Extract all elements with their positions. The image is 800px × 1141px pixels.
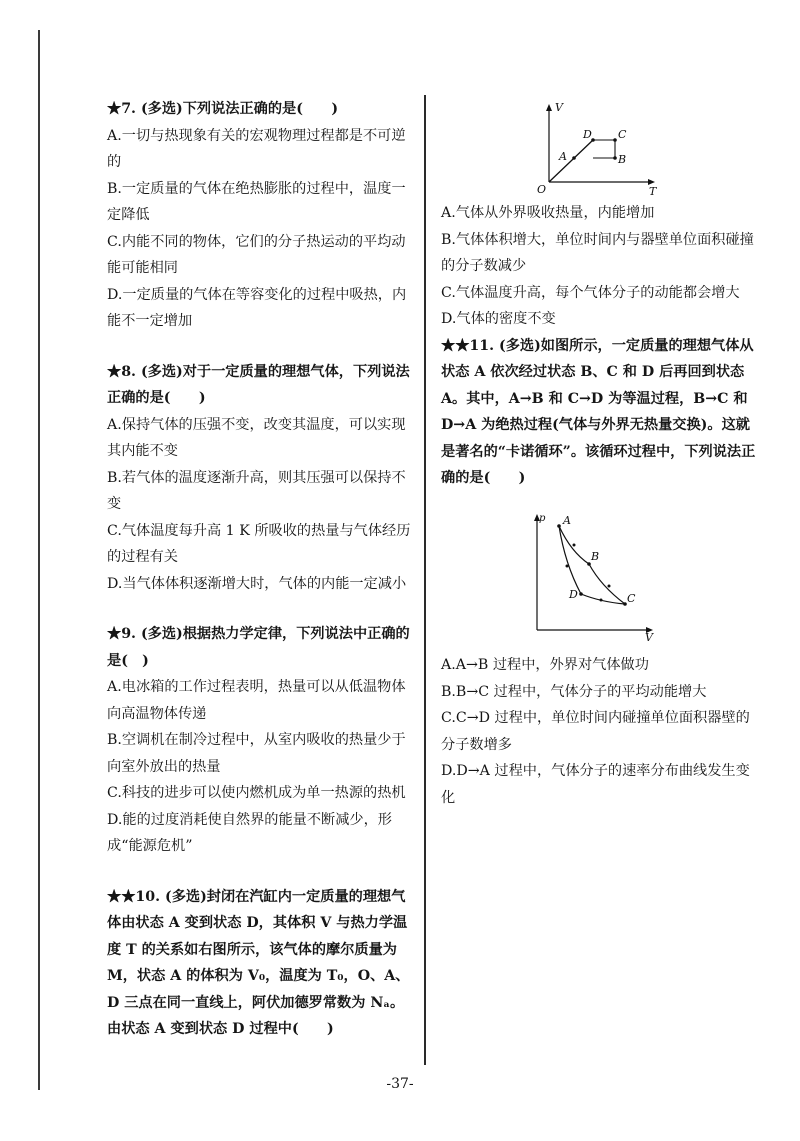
vt-axis-x-label: T bbox=[649, 185, 657, 195]
question-7-option-c: C.内能不同的物体，它们的分子热运动的平均动能可能相同 bbox=[107, 233, 406, 276]
pv-point-a-label: A bbox=[563, 514, 571, 527]
question-7-option-b: B.一定质量的气体在绝热膨胀的过程中，温度一定降低 bbox=[107, 180, 406, 223]
right-column bbox=[441, 200, 761, 492]
question-10 bbox=[107, 884, 413, 1043]
pv-point-d-label: D bbox=[569, 588, 578, 601]
question-9 bbox=[107, 621, 413, 860]
question-9-option-c: C.科技的进步可以使内燃机成为单一热源的热机 bbox=[107, 785, 406, 801]
question-11-stem: ★★11. (多选)如图所示，一定质量的理想气体从状态 A 依次经过状态 B、C 和 D 后再回到状态 A。其中，A→B 和 C→D 为等温过程，B→C 和 D→A 为绝热过程(气体与外界无热量交换)。这就是著名的“卡诺循环”。该循环过程中，下列说法正确的是( ) bbox=[441, 337, 756, 486]
question-7-option-a: A.一切与热现象有关的宏观物理过程都是不可逆的 bbox=[107, 127, 406, 170]
question-9-option-b: B.空调机在制冷过程中，从室内吸收的热量少于向室外放出的热量 bbox=[107, 732, 406, 775]
pv-point-b-label: B bbox=[591, 550, 600, 563]
question-8-option-b: B.若气体的温度逐渐升高，则其压强可以保持不变 bbox=[107, 469, 406, 512]
question-10-stem: ★★10. (多选)封闭在汽缸内一定质量的理想气体由状态 A 变到状态 D，其体积 V 与热力学温度 T 的关系如右图所示，该气体的摩尔质量为 M，状态 A 的体积为 V₀，温度为 T₀，O、A、D 三点在同一直线上，阿伏加德罗常数为 Nₐ。由状态 A 变到状态 D 过程中( ) bbox=[107, 888, 410, 1037]
question-7-option-d: D.一定质量的气体在等容变化的过程中吸热，内能不一定增加 bbox=[107, 286, 407, 329]
vt-point-b-label: B bbox=[618, 153, 627, 166]
question-8-option-a: A.保持气体的压强不变，改变其温度，可以实现其内能不变 bbox=[107, 416, 406, 459]
question-8-option-c: C.气体温度每升高 1 K 所吸收的热量与气体经历的过程有关 bbox=[107, 522, 411, 565]
question-10-options bbox=[441, 200, 761, 333]
pv-carnot-cycle-figure bbox=[525, 508, 665, 643]
left-column bbox=[107, 96, 413, 1043]
question-10-option-b: B.气体体积增大，单位时间内与器壁单位面积碰撞的分子数减少 bbox=[441, 231, 754, 274]
question-8-stem: ★8. (多选)对于一定质量的理想气体，下列说法正确的是( ) bbox=[107, 363, 410, 406]
pv-point-c-label: C bbox=[627, 592, 636, 605]
page-number: -37- bbox=[386, 1076, 414, 1092]
question-9-option-a: A.电冰箱的工作过程表明，热量可以从低温物体向高温物体传递 bbox=[107, 679, 406, 722]
column-divider bbox=[424, 95, 426, 1065]
question-11-option-d: D.D→A 过程中，气体分子的速率分布曲线发生变化 bbox=[441, 763, 750, 806]
question-10-option-d: D.气体的密度不变 bbox=[441, 311, 556, 327]
question-8 bbox=[107, 359, 413, 598]
question-11-option-a: A.A→B 过程中，外界对气体做功 bbox=[441, 657, 649, 673]
question-11-options bbox=[441, 652, 761, 811]
question-11 bbox=[441, 333, 761, 492]
vt-point-a-label: A bbox=[559, 150, 567, 163]
vt-axis-y-label: V bbox=[555, 101, 563, 114]
question-10-option-a: A.气体从外界吸收热量，内能增加 bbox=[441, 205, 655, 221]
question-10-option-c: C.气体温度升高，每个气体分子的动能都会增大 bbox=[441, 284, 740, 301]
vt-point-c-label: C bbox=[618, 128, 627, 141]
question-11-option-b: B.B→C 过程中，气体分子的平均动能增大 bbox=[441, 683, 707, 700]
vt-graph-figure bbox=[525, 100, 665, 195]
vt-point-d-label: D bbox=[583, 128, 592, 141]
pv-axis-y-label: p bbox=[539, 513, 546, 524]
question-9-stem: ★9. (多选)根据热力学定律，下列说法中正确的是( ) bbox=[107, 626, 410, 669]
pv-axis-x-label: V bbox=[645, 631, 653, 643]
question-9-option-d: D.能的过度消耗使自然界的能量不断减少，形成“能源危机” bbox=[107, 811, 392, 854]
vt-origin-label: O bbox=[537, 183, 547, 195]
binding-margin-line bbox=[38, 30, 40, 1090]
question-11-option-c: C.C→D 过程中，单位时间内碰撞单位面积器壁的分子数增多 bbox=[441, 710, 750, 753]
question-7 bbox=[107, 96, 413, 335]
question-7-stem: ★7. (多选)下列说法正确的是( ) bbox=[107, 101, 339, 117]
question-8-option-d: D.当气体体积逐渐增大时，气体的内能一定减小 bbox=[107, 575, 407, 592]
